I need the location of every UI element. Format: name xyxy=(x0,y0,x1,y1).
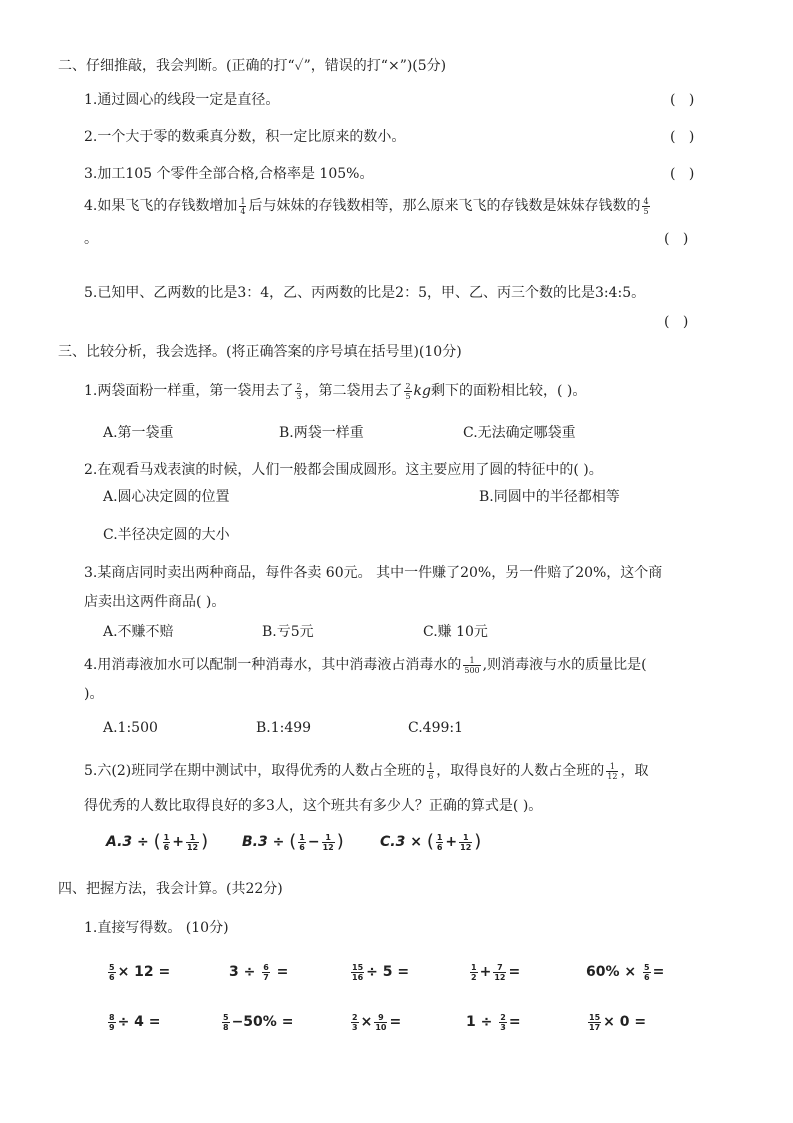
s3-q1-text-a: 1.两袋面粉一样重，第一袋用去了 xyxy=(84,383,294,399)
s3-q2-option-b[interactable]: B.同圆中的半径都相等 xyxy=(479,489,620,505)
s2-q5-answer-paren[interactable]: ( ) xyxy=(664,314,689,330)
s2-q4-text-a: 4.如果飞飞的存钱数增加 xyxy=(84,198,238,214)
s2-q4-answer-paren[interactable]: ( ) xyxy=(664,231,689,247)
s3-q3-line2: 店卖出这两件商品( )。 xyxy=(84,594,226,610)
fraction-two-thirds: $\frac{2}{3}$ xyxy=(296,381,302,401)
s3-q1-option-b[interactable]: B.两袋一样重 xyxy=(279,425,364,441)
s3-q1-option-a[interactable]: A.第一袋重 xyxy=(103,425,174,441)
fraction-two-fifths: $\frac{2}{5}$ xyxy=(405,381,411,401)
s3-q5-line2: 得优秀的人数比取得良好的多3人，这个班共有多少人？正确的算式是( )。 xyxy=(84,798,543,814)
s3-q5-option-a[interactable]: A.3 ÷ ( $\frac{1}{6}$ + $\frac{1}{12}$ ) xyxy=(106,831,209,852)
s3-q1-text-d: 剩下的面粉相比较，( )。 xyxy=(431,383,587,399)
s3-q5-text-b: ，取得良好的人数占全班的 xyxy=(436,763,605,779)
s3-q2-option-a[interactable]: A.圆心决定圆的位置 xyxy=(103,489,230,505)
calc-2-4: 1 ÷ $\frac{2}{3}$ = xyxy=(466,1012,521,1032)
calc-1-3: $\frac{15}{16}$ ÷ 5 = xyxy=(352,962,410,982)
section-4-title: 四、把握方法，我会计算。(共22分) xyxy=(58,881,283,897)
section-2-title: 二、仔细推敲，我会判断。(正确的打“✓”，错误的打“×”)(5分) xyxy=(58,58,447,74)
s3-q3-line1: 3.某商店同时卖出两种商品，每件各卖 60元。 其中一件赚了20%，另一件赔了20%，这个商 xyxy=(84,565,663,581)
s3-q4-option-b[interactable]: B.1:499 xyxy=(256,720,312,736)
s2-q2-answer-paren[interactable]: ( ) xyxy=(670,129,695,145)
s3-q2: 2.在观看马戏表演的时候，人们一般都会围成圆形。这主要应用了圆的特征中的( )。 xyxy=(84,462,603,478)
s3-q4-line2: )。 xyxy=(84,686,104,702)
calc-1-4: $\frac{1}{2}$ + $\frac{7}{12}$ = xyxy=(471,962,521,982)
s3-q5-option-c[interactable]: C.3 × ( $\frac{1}{6}$ + $\frac{1}{12}$ ) xyxy=(380,831,482,852)
calc-2-5: $\frac{15}{17}$ × 0 = xyxy=(589,1012,647,1032)
fraction-one-quarter: $\frac{1}{4}$ xyxy=(240,196,246,216)
s3-q2-option-c[interactable]: C.半径决定圆的大小 xyxy=(103,527,230,543)
s2-q3-answer-paren[interactable]: ( ) xyxy=(670,166,695,182)
s3-q3-option-c[interactable]: C.赚 10元 xyxy=(423,624,488,640)
calc-1-2: 3 ÷ $\frac{6}{7}$ = xyxy=(229,962,289,982)
s2-q3: 3.加工105 个零件全部合格,合格率是 105%。 xyxy=(84,166,374,182)
calc-2-1: $\frac{8}{9}$ ÷ 4 = xyxy=(109,1012,161,1032)
s3-q4-option-c[interactable]: C.499:1 xyxy=(408,720,464,736)
s3-q5-line1 xyxy=(84,761,648,781)
s3-q4-text-a: 4.用消毒液加水可以配制一种消毒水，其中消毒液占消毒水的 xyxy=(84,657,462,673)
unit-kg: kg xyxy=(413,383,431,399)
fraction-one-sixth: $\frac{1}{6}$ xyxy=(428,761,434,781)
s3-q1-option-c[interactable]: C.无法确定哪袋重 xyxy=(463,425,576,441)
section-3-title: 三、比较分析，我会选择。(将正确答案的序号填在括号里)(10分) xyxy=(58,344,462,360)
s2-q1: 1.通过圆心的线段一定是直径。 xyxy=(84,92,280,108)
s3-q1 xyxy=(84,381,586,401)
s2-q2: 2.一个大于零的数乘真分数，积一定比原来的数小。 xyxy=(84,129,406,145)
s3-q4-text-b: ,则消毒液与水的质量比是( xyxy=(482,657,647,673)
s3-q1-text-b: ，第二袋用去了 xyxy=(304,383,403,399)
fraction-one-twelfth: $\frac{1}{12}$ xyxy=(607,761,618,781)
fraction-four-fifths: $\frac{4}{5}$ xyxy=(643,196,649,216)
s3-q5-option-b[interactable]: B.3 ÷ ( $\frac{1}{6}$ − $\frac{1}{12}$ ) xyxy=(242,831,344,852)
s3-q3-option-a[interactable]: A.不赚不赔 xyxy=(103,624,174,640)
s4-q1: 1.直接写得数。 (10分) xyxy=(84,920,229,936)
s3-q5-text-c: ，取 xyxy=(620,763,649,779)
calc-1-1: $\frac{5}{6}$ × 12 = xyxy=(109,962,171,982)
s2-q4 xyxy=(84,196,652,216)
s2-q4-text-b: 后与妹妹的存钱数相等，那么原来飞飞的存钱数是妹妹存钱数的 xyxy=(248,198,641,214)
calc-1-5: 60% × $\frac{5}{6}$ = xyxy=(586,962,665,982)
s3-q3-option-b[interactable]: B.亏5元 xyxy=(262,624,314,640)
s2-q1-answer-paren[interactable]: ( ) xyxy=(670,92,695,108)
calc-2-2: $\frac{5}{8}$ −50% = xyxy=(223,1012,294,1032)
s3-q4-option-a[interactable]: A.1:500 xyxy=(103,720,158,736)
s3-q5-text-a: 5.六(2)班同学在期中测试中，取得优秀的人数占全班的 xyxy=(84,763,426,779)
s2-q5: 5.已知甲、乙两数的比是3：4，乙、丙两数的比是2：5，甲、乙、丙三个数的比是3:4:5。 xyxy=(84,285,646,301)
s2-q4-end: 。 xyxy=(84,231,98,247)
fraction-one-500: $\frac{1}{500}$ xyxy=(464,655,480,675)
calc-2-3: $\frac{2}{3}$ × $\frac{9}{10}$ = xyxy=(352,1012,402,1032)
s3-q4-line1 xyxy=(84,655,647,675)
